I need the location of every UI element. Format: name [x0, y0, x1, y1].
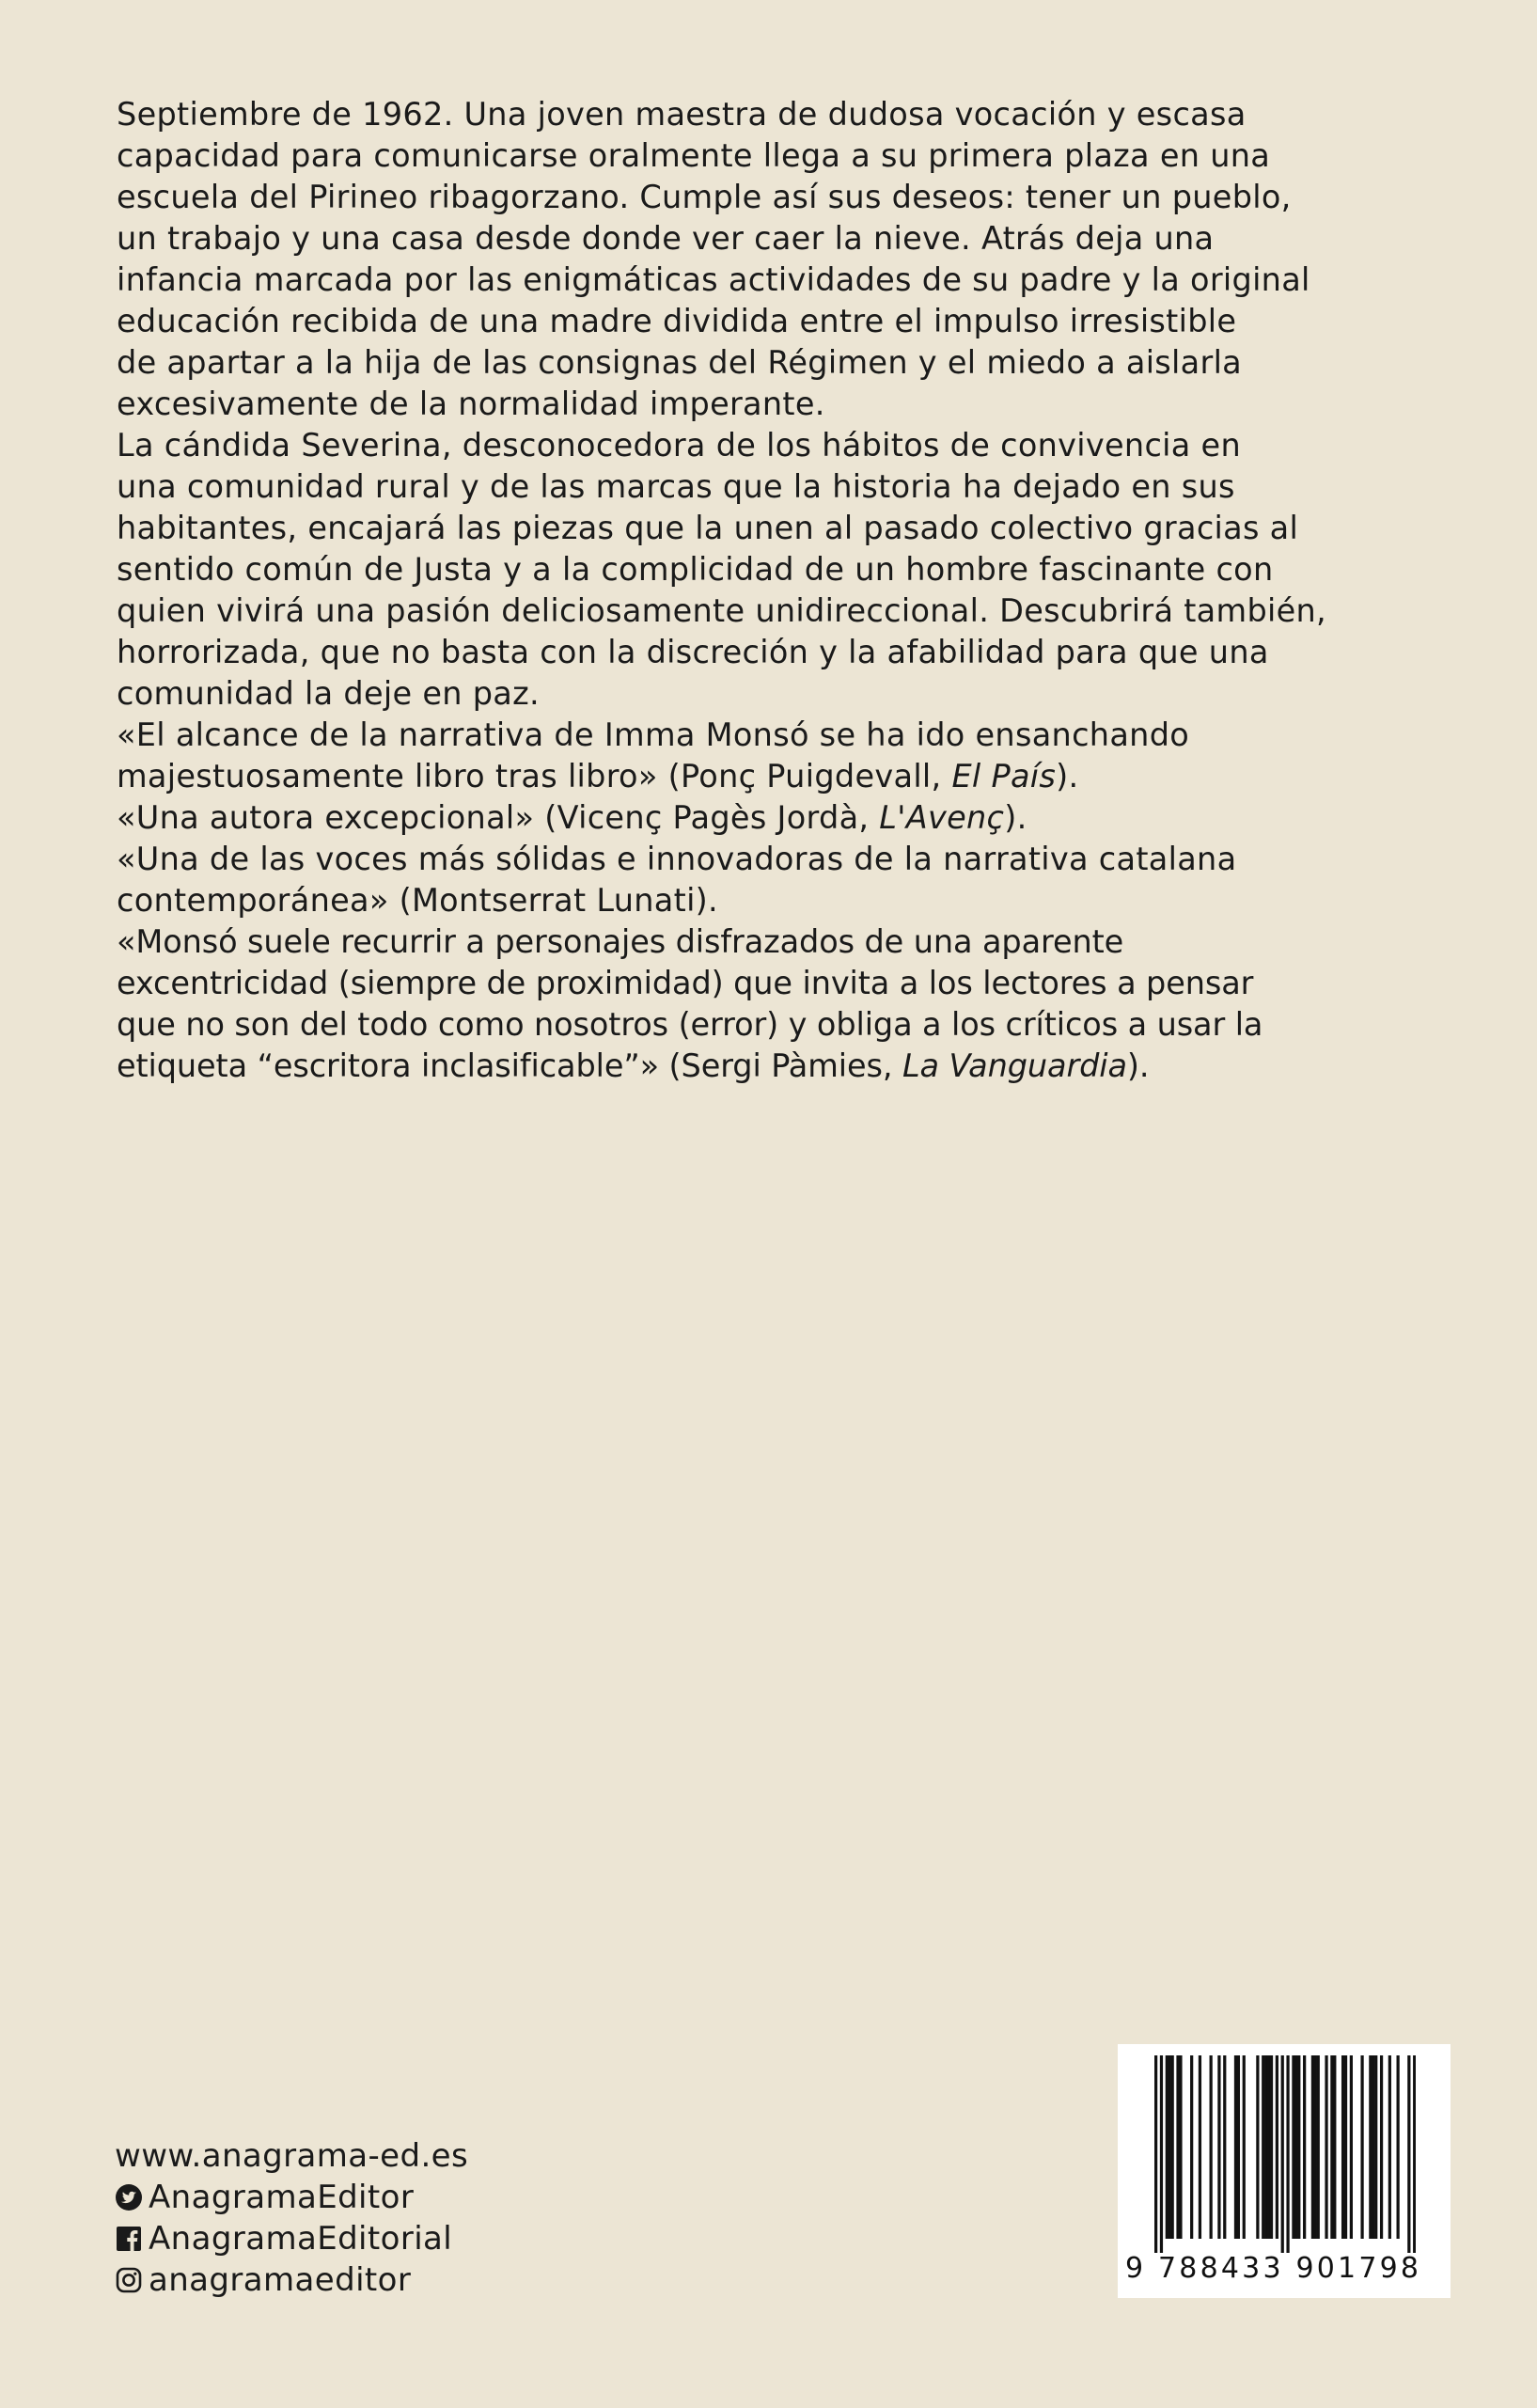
barcode-bar	[1303, 2055, 1306, 2239]
text-line: sentido común de Justa y a la complicidad de un hombre fascinante con	[117, 551, 1274, 588]
barcode-bar	[1317, 2055, 1320, 2239]
barcode-bar	[1397, 2055, 1400, 2239]
text-line: excentricidad (siempre de proximidad) que invita a los lectores a pensar	[117, 965, 1254, 1001]
barcode-bar	[1234, 2055, 1237, 2239]
barcode-bar	[1286, 2055, 1289, 2253]
quote-text: ).	[1004, 799, 1027, 836]
text-line	[117, 797, 1433, 839]
barcode-bar	[1217, 2055, 1220, 2239]
barcode-bar	[1276, 2055, 1278, 2239]
barcode-bar	[1311, 2055, 1314, 2239]
barcode-bar	[1264, 2055, 1267, 2239]
barcode-bar	[1341, 2055, 1344, 2239]
barcode-bar	[1413, 2055, 1416, 2253]
barcode-bar	[1223, 2055, 1226, 2239]
barcode-bar	[1333, 2055, 1336, 2239]
text-line: «Monsó suele recurrir a personajes disfrazados de una aparente	[117, 923, 1124, 960]
twitter-icon	[115, 2183, 143, 2211]
barcode-bar	[1369, 2055, 1372, 2239]
text-line: comunidad la deje en paz.	[117, 675, 540, 712]
barcode-bar	[1297, 2055, 1300, 2239]
barcode-bar	[1325, 2055, 1327, 2239]
text-line: contemporánea» (Montserrat Lunati).	[117, 882, 718, 919]
text-line: que no son del todo como nosotros (error) y obliga a los críticos a usar la	[117, 1006, 1263, 1043]
text-line: quien vivirá una pasión deliciosamente unidireccional. Descubrirá también,	[117, 592, 1327, 629]
barcode-bar	[1380, 2055, 1383, 2239]
barcode-bar	[1168, 2055, 1171, 2239]
quote-text: ).	[1126, 1047, 1150, 1084]
text-line: La cándida Severina, desconocedora de los hábitos de convivencia en	[117, 427, 1242, 464]
barcode-bar	[1360, 2055, 1363, 2239]
barcode-bar	[1179, 2055, 1182, 2239]
barcode-bar	[1210, 2055, 1213, 2239]
barcode-bar	[1267, 2055, 1270, 2239]
barcode-bar	[1270, 2055, 1273, 2239]
quote-text: majestuosamente libro tras libro» (Ponç Puigdevall,	[117, 758, 952, 795]
text-line: capacidad para comunicarse oralmente llega a su primera plaza en una	[117, 137, 1271, 174]
barcode-bar	[1171, 2055, 1174, 2239]
text-line	[117, 756, 1433, 797]
facebook-handle-row[interactable]	[115, 2218, 468, 2259]
barcode-bar	[1160, 2055, 1163, 2253]
instagram-handle-row[interactable]	[115, 2259, 468, 2301]
text-line: de apartar a la hija de las consignas del Régimen y el miedo a aislarla	[117, 344, 1243, 381]
barcode-bar	[1314, 2055, 1317, 2239]
text-line: «El alcance de la narrativa de Imma Monsó se ha ido ensanchando	[117, 716, 1190, 753]
text-line: infancia marcada por las enigmáticas actividades de su padre y la original	[117, 261, 1310, 298]
isbn-barcode	[1118, 2044, 1451, 2298]
review-quote-3	[117, 839, 1433, 921]
barcode-bar	[1407, 2055, 1410, 2253]
synopsis-paragraph-1	[117, 94, 1433, 425]
barcode-bar	[1374, 2055, 1377, 2239]
text-line: una comunidad rural y de las marcas que la historia ha dejado en sus	[117, 468, 1235, 505]
barcode-bar	[1256, 2055, 1259, 2239]
text-line: un trabajo y una casa desde donde ver caer la nieve. Atrás deja una	[117, 220, 1215, 257]
barcode-bar	[1243, 2055, 1246, 2239]
barcode-bar	[1154, 2055, 1157, 2253]
review-quote-2	[117, 797, 1433, 839]
synopsis-paragraph-2	[117, 425, 1433, 715]
website-url[interactable]: www.anagrama-ed.es	[115, 2137, 469, 2175]
text-line: habitantes, encajará las piezas que la unen al pasado colectivo gracias al	[117, 510, 1299, 546]
review-quote-1	[117, 715, 1433, 797]
twitter-handle[interactable]: AnagramaEditor	[149, 2179, 415, 2216]
barcode-bar	[1190, 2055, 1193, 2239]
quote-source: L'Avenç	[879, 799, 1005, 836]
barcode-bar	[1350, 2055, 1353, 2239]
back-cover-blurb	[117, 94, 1433, 1087]
isbn-digits: 9 788433 901798	[1125, 2252, 1422, 2285]
text-line: excesivamente de la normalidad imperante.	[117, 386, 825, 422]
barcode-bar	[1330, 2055, 1333, 2239]
review-quote-4	[117, 921, 1433, 1087]
barcode-bar	[1372, 2055, 1374, 2239]
facebook-handle[interactable]: AnagramaEditorial	[149, 2220, 453, 2258]
barcode-bar	[1344, 2055, 1347, 2239]
quote-source: La Vanguardia	[902, 1047, 1127, 1084]
instagram-handle[interactable]: anagramaeditor	[149, 2261, 412, 2299]
publisher-contacts	[115, 2135, 468, 2301]
barcode-bar	[1199, 2055, 1201, 2239]
facebook-icon	[115, 2225, 143, 2253]
barcode-bar	[1262, 2055, 1264, 2239]
barcode-bar	[1294, 2055, 1297, 2239]
barcode-bar	[1292, 2055, 1294, 2239]
quote-source: El País	[951, 758, 1057, 795]
text-line: escuela del Pirineo ribagorzano. Cumple así sus deseos: tener un pueblo,	[117, 179, 1292, 215]
barcode-bar	[1237, 2055, 1240, 2239]
barcode-bar	[1388, 2055, 1391, 2239]
barcode-bar	[1176, 2055, 1179, 2239]
quote-text: etiqueta “escritora inclasificable”» (Sergi Pàmies,	[117, 1047, 902, 1084]
barcode-bar	[1166, 2055, 1168, 2239]
text-line: «Una de las voces más sólidas e innovadoras de la narrativa catalana	[117, 841, 1237, 877]
text-line: Septiembre de 1962. Una joven maestra de dudosa vocación y escasa	[117, 96, 1247, 133]
barcode-bars	[1154, 2055, 1416, 2253]
text-line: educación recibida de una madre dividida entre el impulso irresistible	[117, 303, 1237, 339]
quote-text: «Una autora excepcional» (Vicenç Pagès Jordà,	[117, 799, 880, 836]
instagram-icon	[115, 2266, 143, 2294]
barcode-bar	[1281, 2055, 1284, 2253]
text-line: horrorizada, que no basta con la discreción y la afabilidad para que una	[117, 634, 1269, 670]
twitter-handle-row[interactable]	[115, 2177, 468, 2218]
website-link[interactable]	[115, 2135, 468, 2177]
text-line	[117, 1046, 1433, 1087]
quote-text: ).	[1056, 758, 1079, 795]
